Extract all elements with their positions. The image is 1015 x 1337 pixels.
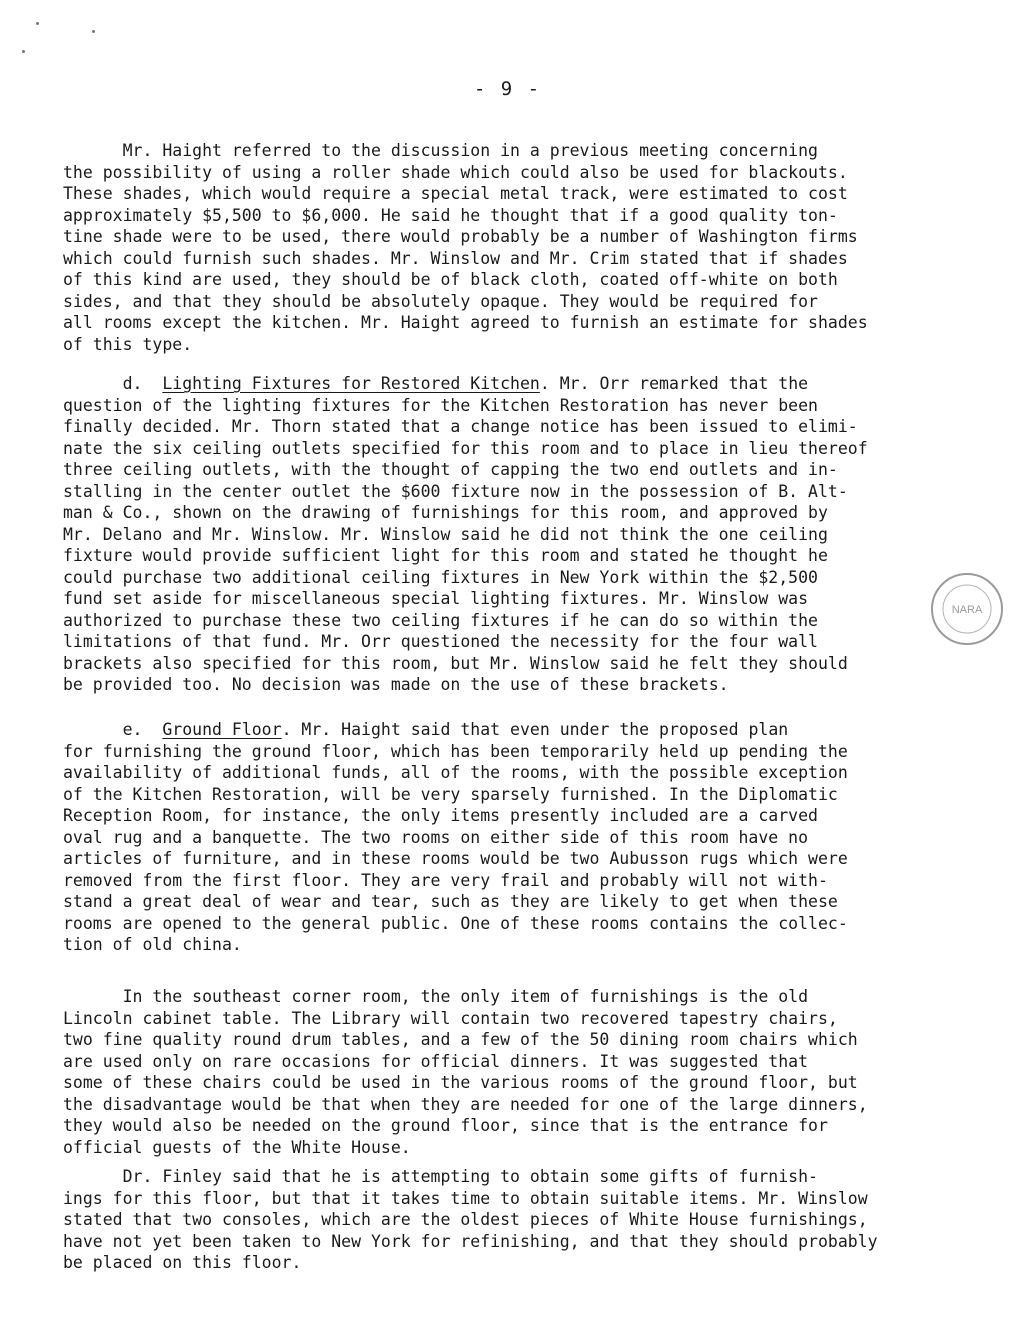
paragraph-finley [63, 1166, 963, 1274]
paragraph-lighting-fixtures [63, 373, 963, 696]
section-heading: Ground Floor [162, 720, 282, 739]
text-line: tine shade were to be used, there would probably be a number of Washington firms [63, 227, 858, 246]
text-line: limitations of that fund. Mr. Orr questioned the necessity for the four wall [63, 632, 818, 651]
text-line: the possibility of using a roller shade which could also be used for blackouts. [63, 162, 848, 182]
text-line: all rooms except the kitchen. Mr. Haight agreed to furnish an estimate for shades [63, 313, 868, 332]
text-line: could purchase two additional ceiling fixtures in New York within the $2,500 [63, 567, 818, 587]
text-line: be placed on this floor. [63, 1253, 302, 1272]
text-line: Mr. Haight referred to the discussion in a previous meeting concerning [63, 141, 818, 160]
text-line: some of these chairs could be used in the various rooms of the ground floor, but [63, 1073, 858, 1092]
text-line: Reception Room, for instance, the only items presently included are a carved [63, 806, 818, 825]
paragraph-ground-floor [63, 719, 963, 956]
text-line: authorized to purchase these two ceiling fixtures if he can do so within the [63, 610, 818, 630]
scan-speck [92, 30, 95, 33]
text-line: two fine quality round drum tables, and a few of the 50 dining room chairs which [63, 1030, 858, 1049]
heading-line [63, 373, 963, 395]
text-line: oval rug and a banquette. The two rooms on either side of this room have no [63, 827, 809, 847]
text-line: finally decided. Mr. Thorn stated that a change notice has been issued to elimi- [63, 417, 858, 436]
text-line: ings for this floor, but that it takes time to obtain suitable items. Mr. Winslow [63, 1188, 868, 1208]
section-heading: Lighting Fixtures for Restored Kitchen [162, 374, 540, 393]
text-line: official guests of the White House. [63, 1137, 411, 1157]
text-line: stand a great deal of wear and tear, such as they are likely to get when these [63, 892, 838, 911]
scan-speck [22, 50, 25, 53]
text-line: availability of additional funds, all of the rooms, with the possible exception [63, 763, 848, 782]
text-line: have not yet been taken to New York for refinishing, and that they should probably [63, 1231, 878, 1251]
text-line: of this kind are used, they should be of black cloth, coated off-white on both [63, 270, 838, 289]
text-line: nate the six ceiling outlets specified for this room and to place in lieu thereof [63, 438, 868, 458]
text-line: be provided too. No decision was made on the use of these brackets. [63, 675, 729, 694]
text-line: fund set aside for miscellaneous special lighting fixtures. Mr. Winslow was [63, 589, 809, 608]
text-line: approximately $5,500 to $6,000. He said he thought that if a good quality ton- [63, 205, 838, 225]
text-line: stated that two consoles, which are the oldest pieces of White House furnishings, [63, 1210, 868, 1229]
text-line: Mr. Delano and Mr. Winslow. Mr. Winslow said he did not think the one ceiling [63, 524, 828, 544]
text-line: which could furnish such shades. Mr. Winslow and Mr. Crim stated that if shades [63, 248, 848, 268]
text-line: of this type. [63, 334, 193, 354]
text-line: man & Co., shown on the drawing of furnishings for this room, and approved by [63, 503, 828, 522]
text-line: Dr. Finley said that he is attempting to obtain some gifts of furnish- [63, 1167, 818, 1186]
truman-library-stamp-icon [928, 570, 1006, 648]
text-line: rooms are opened to the general public. One of these rooms contains the collec- [63, 913, 848, 933]
text-line: of the Kitchen Restoration, will be very sparsely furnished. In the Diplomatic [63, 784, 838, 804]
text-line: for furnishing the ground floor, which has been temporarily held up pending the [63, 741, 848, 761]
text-line: they would also be needed on the ground floor, since that is the entrance for [63, 1116, 828, 1135]
text-line: tion of old china. [63, 935, 242, 954]
text-line: fixture would provide sufficient light for this room and stated he thought he [63, 546, 828, 565]
text-line: sides, and that they should be absolutely opaque. They would be required for [63, 291, 818, 311]
heading-prefix: d. [63, 374, 163, 393]
text-line: the disadvantage would be that when they are needed for one of the large dinners, [63, 1094, 868, 1114]
heading-suffix: . Mr. Orr remarked that the [539, 374, 809, 393]
page-number: - 9 - [473, 78, 542, 100]
text-line: question of the lighting fixtures for the Kitchen Restoration has never been [63, 395, 818, 415]
heading-suffix: . Mr. Haight said that even under the proposed plan [281, 720, 789, 739]
text-line: are used only on rare occasions for official dinners. It was suggested that [63, 1051, 809, 1071]
heading-line [63, 719, 963, 741]
scan-speck [36, 22, 39, 25]
text-line: stalling in the center outlet the $600 fixture now in the possession of B. Alt- [63, 481, 848, 501]
paragraph-shades [63, 140, 963, 355]
text-line: removed from the first floor. They are very frail and probably will not with- [63, 870, 828, 890]
text-line: articles of furniture, and in these rooms would be two Aubusson rugs which were [63, 849, 848, 868]
text-line: In the southeast corner room, the only item of furnishings is the old [63, 987, 809, 1006]
text-line: brackets also specified for this room, but Mr. Winslow said he felt they should [63, 653, 848, 673]
heading-prefix: e. [63, 720, 163, 739]
svg-text:NARA: NARA [951, 604, 983, 616]
paragraph-southeast-room [63, 986, 963, 1158]
text-line: These shades, which would require a special metal track, were estimated to cost [63, 184, 848, 203]
text-line: three ceiling outlets, with the thought of capping the two end outlets and in- [63, 460, 838, 479]
text-line: Lincoln cabinet table. The Library will contain two recovered tapestry chairs, [63, 1008, 838, 1028]
